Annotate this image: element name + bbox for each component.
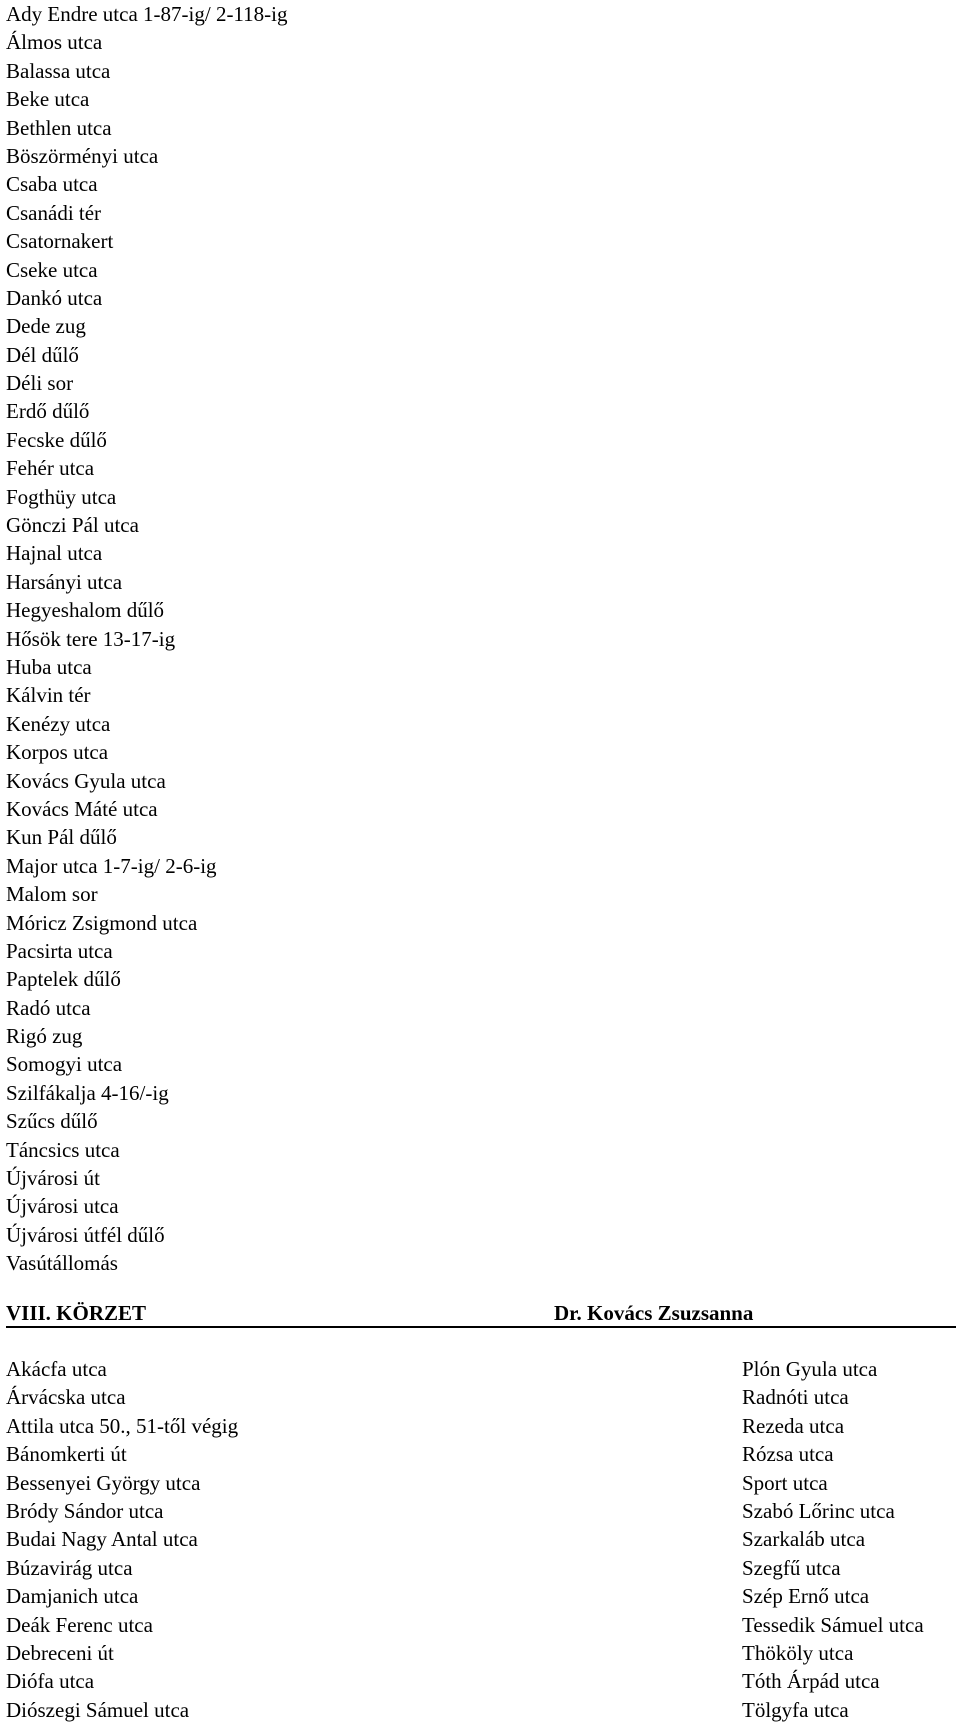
street-item: Kenézy utca	[6, 711, 111, 736]
street-item: Csanádi tér	[6, 200, 102, 225]
street-item: Újvárosi út	[6, 1166, 100, 1191]
street-item: Tóth Árpád utca	[742, 1669, 880, 1694]
street-item: Kovács Máté utca	[6, 796, 158, 821]
street-item: Kovács Gyula utca	[6, 768, 166, 793]
street-item: Szabó Lőrinc utca	[742, 1498, 895, 1523]
street-item: Cseke utca	[6, 257, 98, 282]
street-item: Sport utca	[742, 1470, 828, 1495]
street-item: Radó utca	[6, 995, 91, 1020]
street-item: Huba utca	[6, 654, 92, 679]
street-item: Malom sor	[6, 882, 98, 907]
street-item: Thököly utca	[742, 1640, 854, 1665]
street-item: Vasútállomás	[6, 1251, 118, 1276]
street-item: Szilfákalja 4-16/-ig	[6, 1080, 169, 1105]
district-header	[6, 1300, 956, 1328]
street-item: Szarkaláb utca	[742, 1527, 866, 1552]
street-item: Bethlen utca	[6, 115, 112, 140]
street-item: Hegyeshalom dűlő	[6, 598, 165, 623]
street-item: Árvácska utca	[6, 1385, 126, 1410]
doctor-name: Dr. Kovács Zsuzsanna	[554, 1301, 754, 1325]
street-item: Fecske dűlő	[6, 427, 107, 452]
street-item: Táncsics utca	[6, 1137, 120, 1162]
street-item: Beke utca	[6, 87, 90, 112]
street-item: Somogyi utca	[6, 1052, 123, 1077]
district-title: VIII. KÖRZET	[6, 1301, 147, 1325]
street-item: Paptelek dűlő	[6, 967, 121, 992]
street-item: Diófa utca	[6, 1669, 95, 1694]
street-item: Budai Nagy Antal utca	[6, 1527, 198, 1552]
street-item: Dél dűlő	[6, 342, 79, 367]
street-item: Déli sor	[6, 371, 74, 396]
street-item: Újvárosi utca	[6, 1194, 119, 1219]
street-item: Erdő dűlő	[6, 399, 90, 424]
street-item: Deák Ferenc utca	[6, 1612, 153, 1637]
street-list-top	[6, 0, 287, 1278]
street-item: Major utca 1-7-ig/ 2-6-ig	[6, 853, 217, 878]
street-item: Gönczi Pál utca	[6, 513, 139, 538]
street-item: Harsányi utca	[6, 569, 123, 594]
street-item: Diószegi Sámuel utca	[6, 1697, 190, 1722]
street-item: Fehér utca	[6, 456, 95, 481]
street-item: Radnóti utca	[742, 1385, 849, 1410]
street-item: Rózsa utca	[742, 1442, 834, 1467]
street-item: Csatornakert	[6, 229, 114, 254]
street-item: Akácfa utca	[6, 1357, 107, 1381]
street-item: Móricz Zsigmond utca	[6, 910, 198, 935]
street-item: Csaba utca	[6, 172, 98, 197]
street-item: Rezeda utca	[742, 1413, 845, 1438]
street-item: Dede zug	[6, 314, 86, 339]
street-item: Újvárosi útfél dűlő	[6, 1222, 165, 1247]
street-item: Damjanich utca	[6, 1584, 139, 1609]
street-item: Ady Endre utca 1-87-ig/ 2-118-ig	[6, 2, 288, 26]
street-item: Szegfű utca	[742, 1555, 841, 1580]
street-item: Bánomkerti út	[6, 1442, 127, 1467]
street-item: Dankó utca	[6, 285, 103, 310]
street-item: Hajnal utca	[6, 541, 103, 566]
street-item: Kun Pál dűlő	[6, 825, 117, 850]
street-item: Rigó zug	[6, 1024, 83, 1049]
street-list-right-column	[742, 1355, 924, 1724]
street-item: Bródy Sándor utca	[6, 1498, 164, 1523]
street-item: Debreceni út	[6, 1640, 114, 1665]
street-item: Balassa utca	[6, 58, 111, 83]
street-item: Hősök tere 13-17-ig	[6, 626, 176, 651]
street-item: Pacsirta utca	[6, 938, 113, 963]
street-item: Attila utca 50., 51-től végig	[6, 1413, 239, 1438]
street-item: Böszörményi utca	[6, 143, 159, 168]
street-item: Bessenyei György utca	[6, 1470, 201, 1495]
street-item: Szűcs dűlő	[6, 1109, 98, 1134]
street-item: Plón Gyula utca	[742, 1357, 878, 1381]
street-item: Álmos utca	[6, 30, 103, 55]
street-item: Tölgyfa utca	[742, 1697, 849, 1722]
street-item: Korpos utca	[6, 740, 109, 765]
street-item: Búzavirág utca	[6, 1555, 133, 1580]
street-list-left-column	[6, 1355, 238, 1724]
street-item: Szép Ernő utca	[742, 1584, 870, 1609]
street-item: Tessedik Sámuel utca	[742, 1612, 924, 1637]
street-item: Kálvin tér	[6, 683, 91, 708]
street-item: Fogthüy utca	[6, 484, 117, 509]
